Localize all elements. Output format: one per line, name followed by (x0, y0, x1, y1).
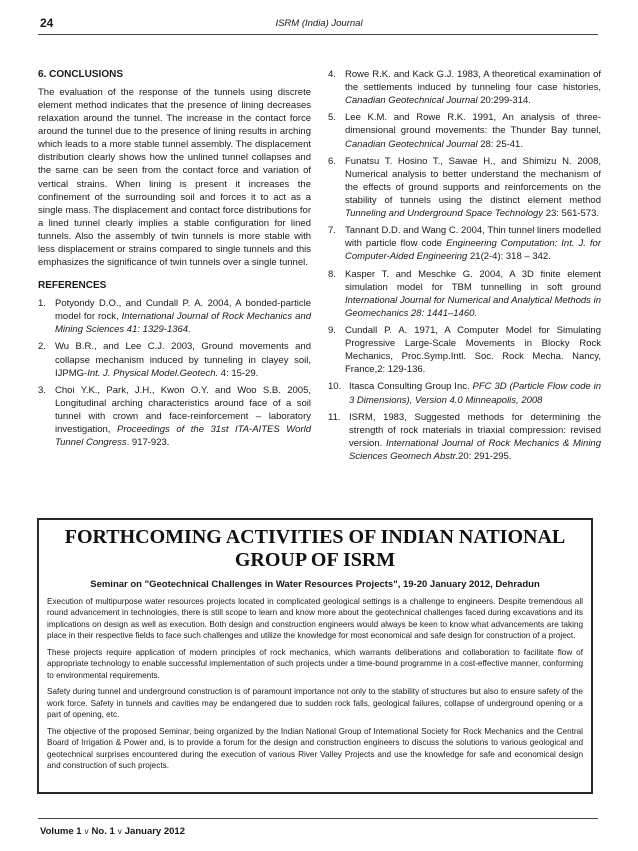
forthcoming-title: FORTHCOMING ACTIVITIES OF INDIAN NATIONAL GROUP OF ISRM (64, 526, 566, 572)
reference-item (328, 111, 601, 150)
header-rule (38, 34, 598, 35)
reference-number: 10. (328, 381, 342, 393)
reference-number: 8. (328, 268, 336, 280)
page-header (40, 16, 598, 34)
reference-source: Proceedings of the 31st ITA-AITES World Tunnel Congress (55, 424, 312, 449)
forthcoming-paragraph: Execution of multipurpose water resources projects located in complicated geological settings is a challenge to engineers. Despite tremendous all round advancement in technologies, there is still scope to learn and know more about the geotechnical challenges faced during excavations and its implications on design as well as execution. Both design and construction engineers would always be keen to know what advancements are taking place in their respective fields to face such challenges and utilize the knowledge for most economical and safe design for construction of a project. (47, 596, 583, 641)
reference-number: 2. (38, 341, 46, 353)
forthcoming-paragraph: The objective of the proposed Seminar, being organized by the Indian National Group of International Society for Rock Mechanics and the Central Board of Irrigation & Power and, is to provide a forum for the design and construction engineers to discuss the solutions to various geological and geotechnical surprises encountered during the execution of various River Valley Projects and use the knowledge for safe and economical design and construction of such projects. (47, 726, 583, 771)
reference-source: International Journal of Rock Mechanics & Mining Sciences Geomech Abstr. (349, 437, 602, 462)
reference-number: 4. (328, 69, 336, 80)
reference-source: PFC 3D (Particle Flow code in 3 Dimensions), Version 4.0 Minneapolis, 2008 (349, 381, 601, 406)
references-list-left (38, 297, 311, 449)
reference-text: Cundall P. A. 1971, A Computer Model for Simulating Progressive Large-Scale Movements in Blocky Rock Mechanics, Proc.Symp.Intl. Soc. Rock Mecha. Nancy, France,2: 129-136. (345, 324, 601, 376)
forthcoming-paragraph: These projects require application of modern principles of rock mechanics, which warrants deliberations and collaboration to facilitate flow of appropriate technology to enable successful implementation of such projects under a time-bound programme in a cost-effective manner, conforming to environmental requirements. (47, 647, 583, 680)
reference-tail: 20:299-314. (477, 95, 531, 107)
reference-number: 1. (38, 298, 46, 310)
reference-tail: 20: 291-295. (458, 450, 512, 462)
reference-number: 6. (328, 155, 336, 167)
reference-number: 5. (328, 112, 336, 124)
reference-text: Tannant D.D. and Wang C. 2004, Thin tunnel liners modelled with particle flow code (345, 225, 601, 250)
reference-source: Engineering Computation: Int. J. for Computer-Aided Engineering (345, 238, 601, 263)
reference-text: Wu B.R., and Lee C.J. 2003, Ground movements and collapse mechanism induced by tunneling in clayey soil, IJPMG- (55, 341, 311, 379)
reference-number: 7. (328, 225, 336, 237)
references-heading: REFERENCES (38, 280, 107, 292)
forthcoming-activities-box (37, 518, 593, 794)
reference-text: Funatsu T. Hosino T., Sawae H., and Shimizu N. 2008, Numerical analysis to better understand the mechanism of the effects of ground supports and reinforcements on the stability of tunnels using the distinct element method (345, 155, 601, 206)
conclusions-text: The evaluation of the response of the tunnels using discrete element method indicates that the presence of lining decreases relaxation around the tunnel. The increase in the contact force around the tunnel due to the presence of lining results in arching which leads to a more stable tunnel assembly. The displacement distribution clearly shows how the unlined tunnel collapses and the same can be seen from the contact force and variation of vertical strains. When lining is present it increases the confinement of the surrounding soil and forces it to act as a single mass. The displacement and contact force distributions for a lined tunnel clearly implies a stable configuration for lined tunnels. Also the assembly of twin tunnels is more stable with less displacement or strains compared to single tunnels and this emphasizes the significance of twin tunnels over a single tunnel. (38, 86, 311, 269)
page-footer (40, 826, 185, 837)
reference-item (328, 411, 601, 463)
reference-text: Potyondy D.O., and Cundall P. A. 2004, A bonded-particle model for rock, (55, 298, 311, 323)
reference-number: 9. (328, 324, 336, 336)
reference-item (328, 155, 601, 221)
reference-text: Rowe R.K. and Kack G.J. 1983, A theoretical examination of the settlements induced by tunneling four case histories, (345, 69, 601, 94)
journal-title: ISRM (India) Journal (275, 18, 363, 29)
right-column (328, 68, 601, 467)
references-list-right (328, 68, 601, 463)
reference-text: ISRM, 1983, Suggested methods for determining the strength of rock materials in triaxial compression: revised version. (349, 411, 601, 449)
reference-item (328, 324, 601, 376)
reference-text: Lee K.M. and Rowe R.K. 1991, An analysis of three-dimensional ground movements: the Thunder Bay tunnel, (345, 112, 601, 137)
forthcoming-body (47, 596, 583, 772)
reference-item (38, 384, 311, 450)
footer-separator: v (84, 827, 89, 836)
footer-number: No. 1 (91, 826, 115, 837)
reference-tail: 21(2-4): 318 – 342. (467, 251, 551, 263)
seminar-title: Seminar on "Geotechnical Challenges in Water Resources Projects", 19-20 January 2012, Dehradun (90, 578, 540, 590)
footer-volume: Volume 1 (40, 826, 82, 837)
footer-separator: v (117, 827, 122, 836)
reference-item (328, 68, 601, 107)
reference-number: 3. (38, 384, 46, 396)
reference-source: Canadian Geotechnical Journal (345, 95, 478, 107)
footer-date: January 2012 (124, 826, 185, 837)
reference-item (38, 340, 311, 379)
left-column (38, 68, 311, 453)
reference-tail: 23: 561-573. (543, 208, 600, 220)
reference-item (38, 297, 311, 336)
reference-number: 11. (328, 411, 341, 423)
reference-source: International Journal for Numerical and Analytical Methods in Geomechanics 28: 1441–1460. (345, 294, 601, 319)
forthcoming-paragraph: Safety during tunnel and underground construction is of paramount importance not only to the stability of structures but also to ensure safety of the work force. Safety in tunnels and cavities may be endangered due to sudden rock falls, geological failures, collapse of underground opening or a part of opening, etc. (47, 687, 583, 720)
footer-rule (38, 818, 598, 819)
reference-text: Kasper T. and Meschke G. 2004, A 3D finite element simulation model for TBM tunnelling in soft ground (345, 268, 601, 293)
page-number: 24 (40, 16, 54, 30)
reference-text: Itasca Consulting Group Inc. (349, 381, 473, 393)
conclusions-heading: 6. CONCLUSIONS (38, 69, 124, 80)
reference-tail: 4: 15-29. (218, 367, 259, 379)
reference-tail: . 917-923. (126, 437, 170, 449)
reference-tail: 28: 25-41. (477, 138, 523, 150)
reference-source: Int. J. Physical Model.Geotech. (87, 367, 219, 379)
reference-item (328, 268, 601, 320)
reference-source: International Journal of Rock Mechanics and Mining Sciences 41: 1329-1364. (55, 311, 312, 336)
reference-source: Canadian Geotechnical Journal (345, 138, 478, 150)
reference-item (328, 380, 601, 406)
reference-source: Tunneling and Underground Space Technology (345, 208, 544, 220)
reference-item (328, 224, 601, 263)
reference-text: Choi Y.K., Park, J.H., Kwon O.Y. and Woo S.B. 2005, Longitudinal arching characteristics around face of a soil tunnel with crown and face-reinforcement – laboratory investigation, (55, 384, 311, 436)
